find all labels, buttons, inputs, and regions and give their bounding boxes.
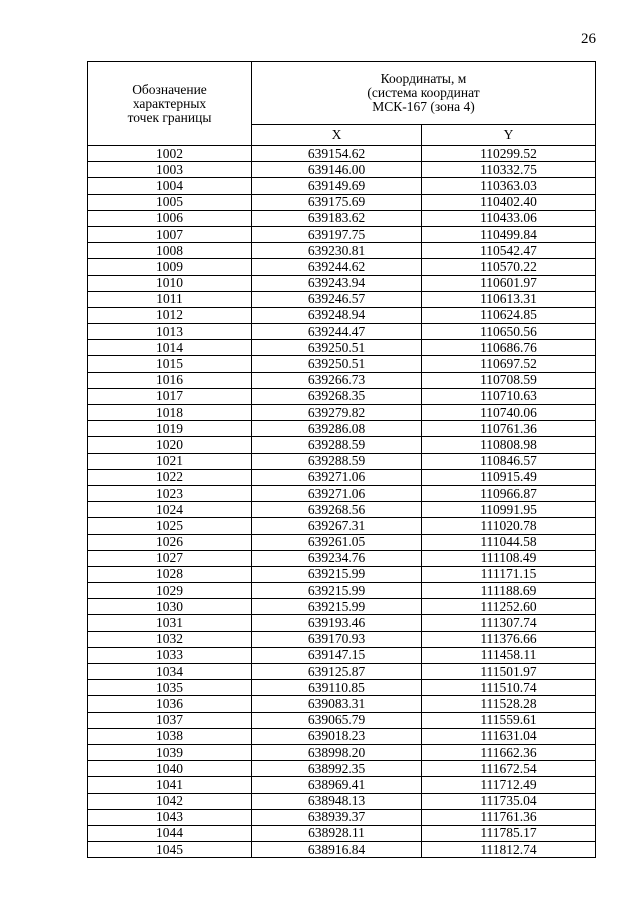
y-coordinate-cell: 110402.40 — [422, 194, 596, 210]
point-id-cell: 1003 — [88, 162, 252, 178]
table-row — [88, 809, 596, 825]
x-coordinate-cell: 639244.62 — [252, 259, 422, 275]
table-row — [88, 502, 596, 518]
x-coordinate-cell: 639149.69 — [252, 178, 422, 194]
table-row — [88, 226, 596, 242]
table-row — [88, 664, 596, 680]
y-coordinate-cell: 110915.49 — [422, 469, 596, 485]
point-id-cell: 1031 — [88, 615, 252, 631]
y-coordinate-cell: 110624.85 — [422, 307, 596, 323]
x-coordinate-cell: 639267.31 — [252, 518, 422, 534]
table-row — [88, 793, 596, 809]
y-coordinate-cell: 111735.04 — [422, 793, 596, 809]
x-coordinate-cell: 639243.94 — [252, 275, 422, 291]
x-coordinate-cell: 639110.85 — [252, 680, 422, 696]
table-row — [88, 340, 596, 356]
x-coordinate-cell: 638928.11 — [252, 825, 422, 841]
x-coordinate-cell: 638948.13 — [252, 793, 422, 809]
table-row — [88, 259, 596, 275]
point-id-cell: 1014 — [88, 340, 252, 356]
point-id-cell: 1030 — [88, 599, 252, 615]
table-row — [88, 275, 596, 291]
point-id-cell: 1002 — [88, 146, 252, 162]
y-coordinate-cell: 111761.36 — [422, 809, 596, 825]
x-coordinate-cell: 639271.06 — [252, 469, 422, 485]
table-row — [88, 162, 596, 178]
x-coordinate-cell: 639125.87 — [252, 664, 422, 680]
table-row — [88, 728, 596, 744]
table-row — [88, 291, 596, 307]
point-id-cell: 1029 — [88, 583, 252, 599]
table-row — [88, 842, 596, 858]
y-coordinate-cell: 111044.58 — [422, 534, 596, 550]
x-coordinate-cell: 639288.59 — [252, 453, 422, 469]
x-coordinate-cell: 639183.62 — [252, 210, 422, 226]
table-row — [88, 405, 596, 421]
point-id-cell: 1011 — [88, 291, 252, 307]
y-coordinate-cell: 111252.60 — [422, 599, 596, 615]
y-coordinate-cell: 111501.97 — [422, 664, 596, 680]
point-id-cell: 1025 — [88, 518, 252, 534]
point-id-cell: 1036 — [88, 696, 252, 712]
table-row — [88, 761, 596, 777]
point-id-cell: 1021 — [88, 453, 252, 469]
point-id-cell: 1043 — [88, 809, 252, 825]
point-id-cell: 1035 — [88, 680, 252, 696]
y-coordinate-cell: 110601.97 — [422, 275, 596, 291]
y-coordinate-cell: 110761.36 — [422, 421, 596, 437]
table-row — [88, 485, 596, 501]
point-id-cell: 1004 — [88, 178, 252, 194]
y-coordinate-cell: 110650.56 — [422, 324, 596, 340]
table-row — [88, 307, 596, 323]
table-row — [88, 469, 596, 485]
header-coordinates: Координаты, м (система координат МСК-167 (зона 4) — [252, 62, 596, 125]
table-row — [88, 372, 596, 388]
point-id-cell: 1034 — [88, 664, 252, 680]
x-coordinate-cell: 639083.31 — [252, 696, 422, 712]
point-id-cell: 1013 — [88, 324, 252, 340]
y-coordinate-cell: 110542.47 — [422, 243, 596, 259]
point-id-cell: 1016 — [88, 372, 252, 388]
table-row — [88, 599, 596, 615]
point-id-cell: 1042 — [88, 793, 252, 809]
x-coordinate-cell: 638998.20 — [252, 744, 422, 760]
x-coordinate-cell: 639268.35 — [252, 388, 422, 404]
table-row — [88, 566, 596, 582]
y-coordinate-cell: 111528.28 — [422, 696, 596, 712]
y-coordinate-cell: 111020.78 — [422, 518, 596, 534]
table-body — [88, 146, 596, 858]
x-coordinate-cell: 639230.81 — [252, 243, 422, 259]
x-coordinate-cell: 639261.05 — [252, 534, 422, 550]
point-id-cell: 1040 — [88, 761, 252, 777]
point-id-cell: 1010 — [88, 275, 252, 291]
y-coordinate-cell: 110710.63 — [422, 388, 596, 404]
point-id-cell: 1015 — [88, 356, 252, 372]
point-id-cell: 1008 — [88, 243, 252, 259]
y-coordinate-cell: 110299.52 — [422, 146, 596, 162]
table-row — [88, 777, 596, 793]
table-row — [88, 146, 596, 162]
point-id-cell: 1018 — [88, 405, 252, 421]
x-coordinate-cell: 639065.79 — [252, 712, 422, 728]
point-id-cell: 1006 — [88, 210, 252, 226]
x-coordinate-cell: 639146.00 — [252, 162, 422, 178]
y-coordinate-cell: 111458.11 — [422, 647, 596, 663]
x-coordinate-cell: 639266.73 — [252, 372, 422, 388]
point-id-cell: 1027 — [88, 550, 252, 566]
y-coordinate-cell: 110697.52 — [422, 356, 596, 372]
point-id-cell: 1022 — [88, 469, 252, 485]
y-coordinate-cell: 110846.57 — [422, 453, 596, 469]
y-coordinate-cell: 110740.06 — [422, 405, 596, 421]
table-row — [88, 534, 596, 550]
x-coordinate-cell: 639244.47 — [252, 324, 422, 340]
table-row — [88, 583, 596, 599]
x-coordinate-cell: 639279.82 — [252, 405, 422, 421]
y-coordinate-cell: 110708.59 — [422, 372, 596, 388]
point-id-cell: 1032 — [88, 631, 252, 647]
coordinates-table — [87, 61, 596, 858]
table-row — [88, 615, 596, 631]
y-coordinate-cell: 111712.49 — [422, 777, 596, 793]
page-number: 26 — [581, 31, 596, 47]
point-id-cell: 1028 — [88, 566, 252, 582]
header-y: Y — [422, 125, 596, 146]
y-coordinate-cell: 111108.49 — [422, 550, 596, 566]
point-id-cell: 1044 — [88, 825, 252, 841]
table-row — [88, 744, 596, 760]
y-coordinate-cell: 110991.95 — [422, 502, 596, 518]
x-coordinate-cell: 639193.46 — [252, 615, 422, 631]
x-coordinate-cell: 639250.51 — [252, 356, 422, 372]
x-coordinate-cell: 639268.56 — [252, 502, 422, 518]
x-coordinate-cell: 638939.37 — [252, 809, 422, 825]
x-coordinate-cell: 639288.59 — [252, 437, 422, 453]
y-coordinate-cell: 111672.54 — [422, 761, 596, 777]
y-coordinate-cell: 111307.74 — [422, 615, 596, 631]
x-coordinate-cell: 639234.76 — [252, 550, 422, 566]
table-row — [88, 647, 596, 663]
y-coordinate-cell: 111785.17 — [422, 825, 596, 841]
y-coordinate-cell: 111376.66 — [422, 631, 596, 647]
point-id-cell: 1037 — [88, 712, 252, 728]
table-row — [88, 712, 596, 728]
point-id-cell: 1045 — [88, 842, 252, 858]
x-coordinate-cell: 638916.84 — [252, 842, 422, 858]
y-coordinate-cell: 110433.06 — [422, 210, 596, 226]
point-id-cell: 1039 — [88, 744, 252, 760]
x-coordinate-cell: 639215.99 — [252, 566, 422, 582]
header-point-label: Обозначение характерных точек границы — [88, 62, 252, 146]
x-coordinate-cell: 639271.06 — [252, 485, 422, 501]
point-id-cell: 1020 — [88, 437, 252, 453]
y-coordinate-cell: 110686.76 — [422, 340, 596, 356]
table-row — [88, 243, 596, 259]
table-row — [88, 324, 596, 340]
x-coordinate-cell: 639286.08 — [252, 421, 422, 437]
table-row — [88, 680, 596, 696]
point-id-cell: 1007 — [88, 226, 252, 242]
x-coordinate-cell: 638969.41 — [252, 777, 422, 793]
x-coordinate-cell: 638992.35 — [252, 761, 422, 777]
table-row — [88, 388, 596, 404]
y-coordinate-cell: 110570.22 — [422, 259, 596, 275]
point-id-cell: 1033 — [88, 647, 252, 663]
y-coordinate-cell: 110613.31 — [422, 291, 596, 307]
x-coordinate-cell: 639215.99 — [252, 599, 422, 615]
y-coordinate-cell: 110332.75 — [422, 162, 596, 178]
y-coordinate-cell: 111662.36 — [422, 744, 596, 760]
x-coordinate-cell: 639246.57 — [252, 291, 422, 307]
x-coordinate-cell: 639018.23 — [252, 728, 422, 744]
table-row — [88, 194, 596, 210]
x-coordinate-cell: 639170.93 — [252, 631, 422, 647]
y-coordinate-cell: 111812.74 — [422, 842, 596, 858]
point-id-cell: 1017 — [88, 388, 252, 404]
point-id-cell: 1041 — [88, 777, 252, 793]
point-id-cell: 1005 — [88, 194, 252, 210]
x-coordinate-cell: 639197.75 — [252, 226, 422, 242]
y-coordinate-cell: 111631.04 — [422, 728, 596, 744]
y-coordinate-cell: 111188.69 — [422, 583, 596, 599]
point-id-cell: 1023 — [88, 485, 252, 501]
header-x: X — [252, 125, 422, 146]
x-coordinate-cell: 639215.99 — [252, 583, 422, 599]
y-coordinate-cell: 111510.74 — [422, 680, 596, 696]
point-id-cell: 1009 — [88, 259, 252, 275]
x-coordinate-cell: 639248.94 — [252, 307, 422, 323]
table-row — [88, 518, 596, 534]
point-id-cell: 1038 — [88, 728, 252, 744]
y-coordinate-cell: 110499.84 — [422, 226, 596, 242]
table-row — [88, 825, 596, 841]
table-row — [88, 421, 596, 437]
table-row — [88, 696, 596, 712]
table-row — [88, 356, 596, 372]
y-coordinate-cell: 110966.87 — [422, 485, 596, 501]
point-id-cell: 1024 — [88, 502, 252, 518]
point-id-cell: 1026 — [88, 534, 252, 550]
table-row — [88, 178, 596, 194]
y-coordinate-cell: 111171.15 — [422, 566, 596, 582]
table-row — [88, 453, 596, 469]
point-id-cell: 1019 — [88, 421, 252, 437]
table-row — [88, 550, 596, 566]
y-coordinate-cell: 110363.03 — [422, 178, 596, 194]
table-row — [88, 437, 596, 453]
x-coordinate-cell: 639175.69 — [252, 194, 422, 210]
y-coordinate-cell: 110808.98 — [422, 437, 596, 453]
y-coordinate-cell: 111559.61 — [422, 712, 596, 728]
table-row — [88, 210, 596, 226]
x-coordinate-cell: 639250.51 — [252, 340, 422, 356]
point-id-cell: 1012 — [88, 307, 252, 323]
x-coordinate-cell: 639154.62 — [252, 146, 422, 162]
x-coordinate-cell: 639147.15 — [252, 647, 422, 663]
table-row — [88, 631, 596, 647]
